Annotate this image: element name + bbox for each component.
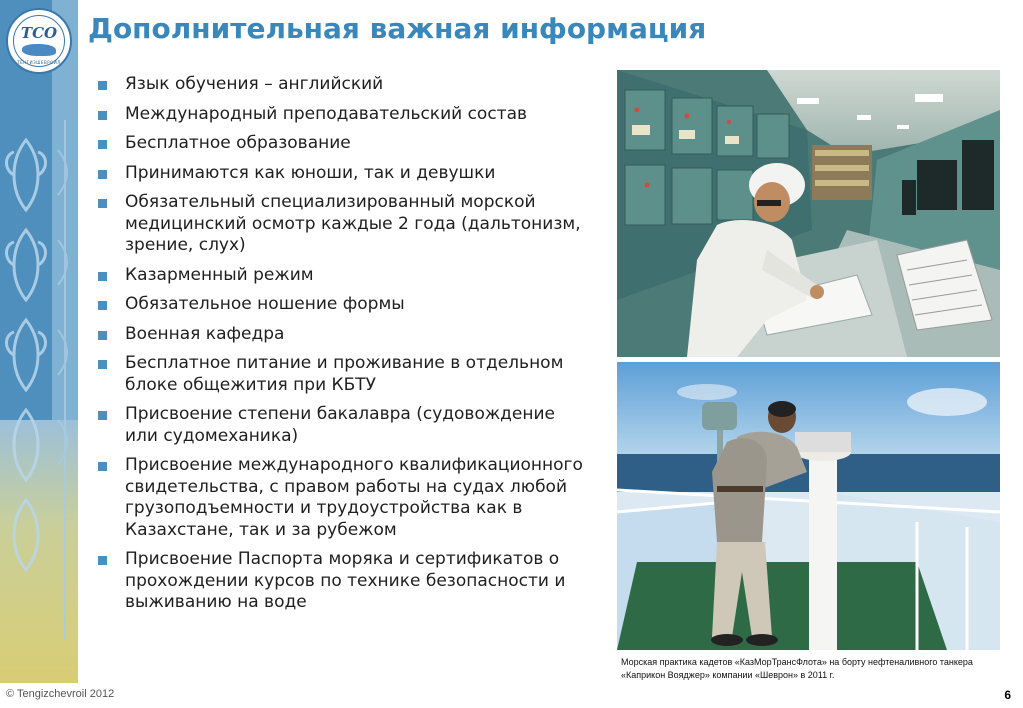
bullet-square-icon bbox=[98, 81, 107, 90]
kazakhstan-map-icon bbox=[22, 44, 56, 56]
list-item: Принимаются как юноши, так и девушки bbox=[97, 163, 589, 185]
list-item: Казарменный режим bbox=[97, 265, 589, 287]
bullet-square-icon bbox=[98, 301, 107, 310]
ship-deck-photo bbox=[617, 362, 1000, 650]
bullet-square-icon bbox=[98, 272, 107, 281]
bullet-square-icon bbox=[98, 411, 107, 420]
control-room-photo bbox=[617, 70, 1000, 357]
list-item: Присвоение степени бакалавра (судовождение или судомеханика) bbox=[97, 404, 589, 447]
decorative-side-band bbox=[0, 0, 78, 683]
bullet-square-icon bbox=[98, 111, 107, 120]
bullet-square-icon bbox=[98, 331, 107, 340]
company-logo bbox=[6, 8, 72, 74]
list-item: Обязательное ношение формы bbox=[97, 294, 589, 316]
ornament-pattern bbox=[0, 120, 78, 640]
bullet-square-icon bbox=[98, 556, 107, 565]
list-item: Бесплатное питание и проживание в отдельном блоке общежития при КБТУ bbox=[97, 353, 589, 396]
list-item: Бесплатное образование bbox=[97, 133, 589, 155]
bullet-square-icon bbox=[98, 462, 107, 471]
photo-caption: Морская практика кадетов «КазМорТрансФлота» на борту нефтеналивного танкера «Каприкон Вояджер» компании «Шеврон» в 2011 г. bbox=[621, 657, 973, 680]
list-item: Обязательный специализированный морской медицинский осмотр каждые 2 года (дальтонизм, зрение, слух) bbox=[97, 192, 589, 257]
copyright-text: © Tengizchevroil 2012 bbox=[6, 688, 115, 700]
page-number: 6 bbox=[1004, 688, 1011, 702]
bullet-list bbox=[97, 74, 589, 622]
list-item: Военная кафедра bbox=[97, 324, 589, 346]
page-title: Дополнительная важная информация bbox=[88, 12, 707, 45]
list-item: Присвоение Паспорта моряка и сертификатов о прохождении курсов по технике безопасности и выживанию на воде bbox=[97, 549, 589, 614]
bullet-square-icon bbox=[98, 360, 107, 369]
logo-text: TCO bbox=[20, 24, 58, 42]
logo-subtext: ТЕНГИЗШЕВРОЙЛ bbox=[17, 60, 61, 65]
list-item: Присвоение международного квалификационного свидетельства, с правом работы на судах любой грузоподъемности и трудоустройства как в Казахстане, так и за рубежом bbox=[97, 455, 589, 541]
bullet-square-icon bbox=[98, 199, 107, 208]
bullet-square-icon bbox=[98, 140, 107, 149]
footer bbox=[0, 683, 1023, 708]
list-item: Международный преподавательский состав bbox=[97, 104, 589, 126]
list-item: Язык обучения – английский bbox=[97, 74, 589, 96]
bullet-square-icon bbox=[98, 170, 107, 179]
